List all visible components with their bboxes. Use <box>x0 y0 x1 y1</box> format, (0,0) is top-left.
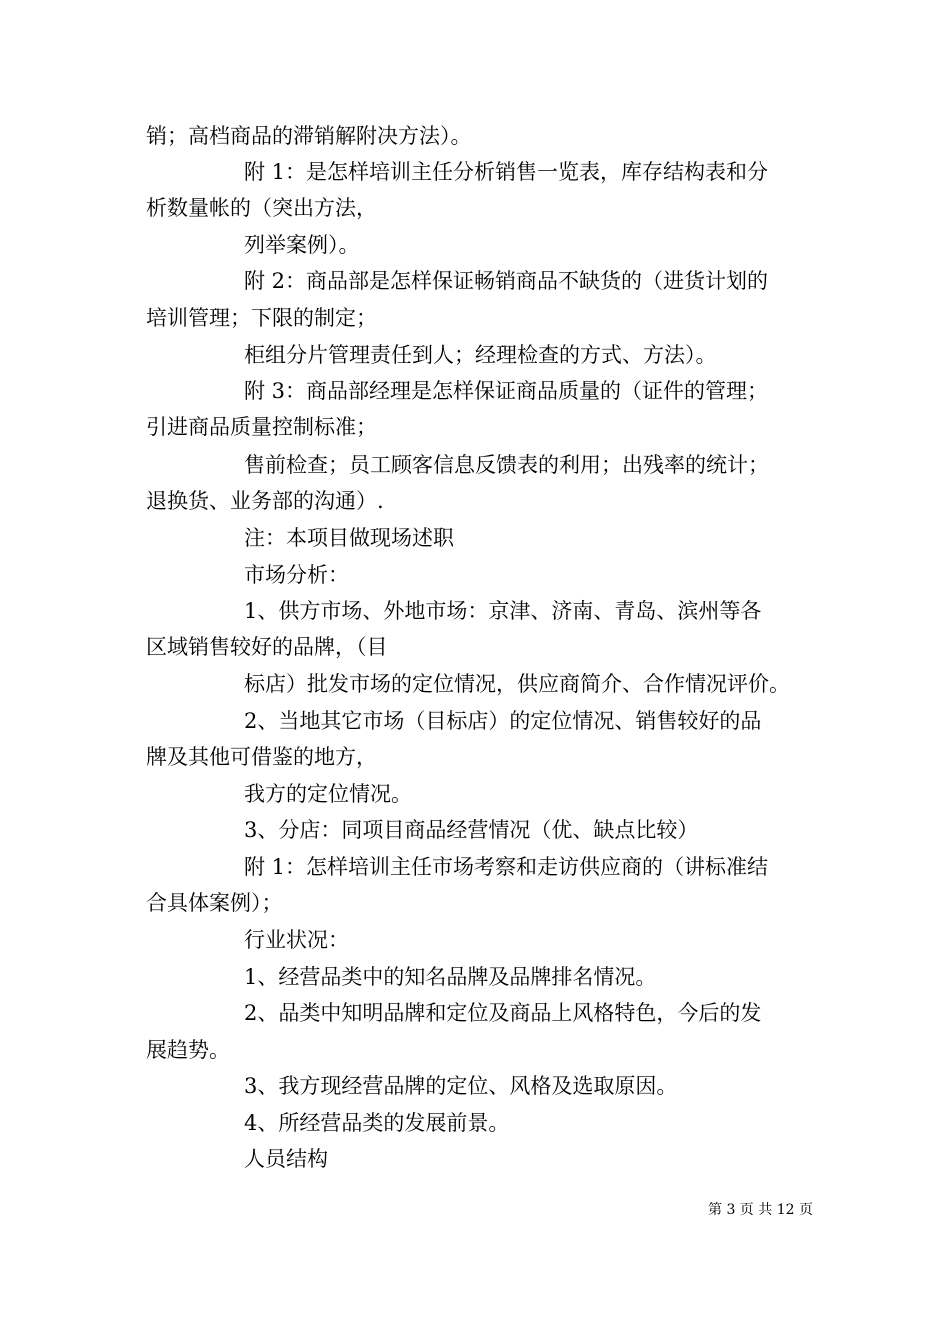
text-line: 3、我方现经营品牌的定位、风格及选取原因。 <box>244 1074 678 1098</box>
text-line: 销；高档商品的滞销解附决方法）。 <box>146 124 472 148</box>
text-line: 柜组分片管理责任到人；经理检查的方式、方法）。 <box>244 343 717 367</box>
text-line: 售前检查；员工顾客信息反馈表的利用；出残率的统计； <box>244 453 769 477</box>
text-line: 退换货、业务部的沟通）. <box>146 489 384 513</box>
text-line: 牌及其他可借鉴的地方， <box>146 745 377 769</box>
text-line: 附 3：商品部经理是怎样保证商品质量的（证件的管理； <box>244 379 769 403</box>
text-line: 2、品类中知明品牌和定位及商品上风格特色，今后的发 <box>244 1001 762 1025</box>
text-line: 合具体案例）； <box>146 891 283 915</box>
text-line: 4、所经营品类的发展前景。 <box>244 1111 510 1135</box>
text-line: 列举案例）。 <box>244 233 360 257</box>
text-line: 2、当地其它市场（目标店）的定位情况、销售较好的品 <box>244 709 762 733</box>
text-line: 展趋势。 <box>146 1038 230 1062</box>
section-heading: 人员结构 <box>244 1147 328 1171</box>
text-line: 1、供方市场、外地市场：京津、济南、青岛、滨州等各 <box>244 599 762 623</box>
text-line: 附 2：商品部是怎样保证畅销商品不缺货的（进货计划的 <box>244 269 769 293</box>
page-number-footer: 第 3 页 共 12 页 <box>708 1202 813 1218</box>
text-line: 标店）批发市场的定位情况，供应商简介、合作情况评价。 <box>244 672 790 696</box>
text-line: 我方的定位情况。 <box>244 782 412 806</box>
text-line: 析数量帐的（突出方法， <box>146 196 377 220</box>
text-line: 培训管理；下限的制定； <box>146 306 377 330</box>
text-line: 引进商品质量控制标准； <box>146 415 377 439</box>
text-line: 3、分店：同项目商品经营情况（优、缺点比较） <box>244 818 699 842</box>
section-heading: 行业状况： <box>244 928 349 952</box>
text-line: 注：本项目做现场述职 <box>244 526 454 550</box>
section-heading: 市场分析： <box>244 563 349 587</box>
text-line: 附 1：怎样培训主任市场考察和走访供应商的（讲标准结 <box>244 855 769 879</box>
text-line: 1、经营品类中的知名品牌及品牌排名情况。 <box>244 965 657 989</box>
text-line: 附 1：是怎样培训主任分析销售一览表，库存结构表和分 <box>244 160 769 184</box>
text-line: 区域销售较好的品牌，（目 <box>146 635 388 659</box>
